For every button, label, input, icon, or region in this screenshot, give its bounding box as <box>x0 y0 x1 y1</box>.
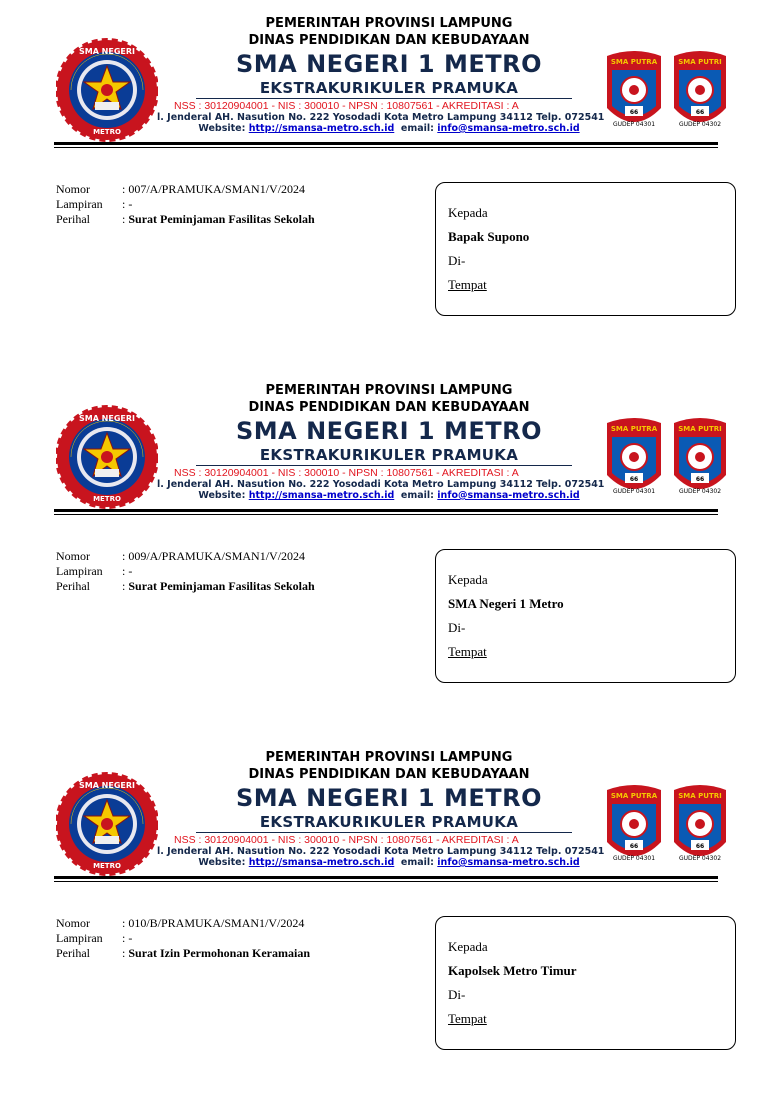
lampiran-value: : - <box>122 931 133 945</box>
school-identifiers: NSS : 30120904001 - NIS : 300010 - NPSN : 10807561 - AKREDITASI : A <box>174 834 519 846</box>
tempat-label: Tempat <box>448 644 487 659</box>
di-label: Di- <box>448 620 466 635</box>
header-government: PEMERINTAH PROVINSI LAMPUNG <box>265 383 513 398</box>
header-government: PEMERINTAH PROVINSI LAMPUNG <box>265 750 513 765</box>
extracurricular-name: EKSTRAKURIKULER PRAMUKA <box>259 79 519 97</box>
svg-text:66: 66 <box>629 843 639 850</box>
header-divider-thick <box>54 876 718 879</box>
svg-text:66: 66 <box>695 109 705 116</box>
header-department: DINAS PENDIDIKAN DAN KEBUDAYAAN <box>248 400 530 415</box>
extracurricular-name: EKSTRAKURIKULER PRAMUKA <box>259 446 519 464</box>
website-label: Website: <box>198 857 246 868</box>
header-government: PEMERINTAH PROVINSI LAMPUNG <box>265 16 513 31</box>
lampiran-value: : - <box>122 564 133 578</box>
nomor-value: : 007/A/PRAMUKA/SMAN1/V/2024 <box>122 182 306 196</box>
svg-text:METRO: METRO <box>93 495 121 503</box>
svg-text:GUDEP 04301: GUDEP 04301 <box>612 488 656 495</box>
di-label: Di- <box>448 253 466 268</box>
di-label: Di- <box>448 987 466 1002</box>
svg-text:66: 66 <box>629 109 639 116</box>
recipient-name: Bapak Supono <box>448 229 530 244</box>
header-divider-thin <box>54 147 718 148</box>
svg-text:66: 66 <box>695 843 705 850</box>
svg-text:SMA NEGERI: SMA NEGERI <box>78 781 136 790</box>
website-link[interactable]: http://smansa-metro.sch.id <box>248 123 395 134</box>
nomor-value: : 009/A/PRAMUKA/SMAN1/V/2024 <box>122 549 306 563</box>
svg-text:SMA PUTRA: SMA PUTRA <box>610 58 658 66</box>
letter-section <box>0 0 768 367</box>
header-divider-thin <box>54 881 718 882</box>
website-label: Website: <box>198 490 246 501</box>
svg-text:SMA NEGERI: SMA NEGERI <box>78 47 136 56</box>
header-department: DINAS PENDIDIKAN DAN KEBUDAYAAN <box>248 767 530 782</box>
website-link[interactable]: http://smansa-metro.sch.id <box>248 490 395 501</box>
pramuka-gudep-putra-badge-icon <box>603 417 665 499</box>
tempat-label: Tempat <box>448 277 487 292</box>
perihal-text: Surat Peminjaman Fasilitas Sekolah <box>128 212 315 226</box>
letter-section <box>0 734 768 1101</box>
svg-text:GUDEP 04302: GUDEP 04302 <box>678 488 722 495</box>
extracurricular-name: EKSTRAKURIKULER PRAMUKA <box>259 813 519 831</box>
subtitle-underline <box>196 98 572 99</box>
lampiran-label: Lampiran <box>56 931 103 945</box>
email-label: email: <box>400 123 434 134</box>
lampiran-value: : - <box>122 197 133 211</box>
pramuka-gudep-putra-badge-icon <box>603 784 665 866</box>
recipient-name: SMA Negeri 1 Metro <box>448 596 564 611</box>
svg-text:GUDEP 04301: GUDEP 04301 <box>612 121 656 128</box>
nomor-label: Nomor <box>56 182 90 196</box>
perihal-value: : Surat Izin Permohonan Keramaian <box>122 946 311 960</box>
nomor-value: : 010/B/PRAMUKA/SMAN1/V/2024 <box>122 916 305 930</box>
subtitle-underline <box>196 832 572 833</box>
perihal-text: Surat Peminjaman Fasilitas Sekolah <box>128 579 315 593</box>
email-link[interactable]: info@smansa-metro.sch.id <box>437 123 580 134</box>
nomor-label: Nomor <box>56 549 90 563</box>
email-link[interactable]: info@smansa-metro.sch.id <box>437 490 580 501</box>
svg-text:SMA PUTRI: SMA PUTRI <box>678 58 722 66</box>
recipient-box <box>435 549 736 683</box>
svg-text:METRO: METRO <box>93 128 121 136</box>
tempat-label: Tempat <box>448 1011 487 1026</box>
pramuka-gudep-putra-badge-icon <box>603 50 665 132</box>
perihal-label: Perihal <box>56 946 90 960</box>
recipient-box <box>435 182 736 316</box>
school-name: SMA NEGERI 1 METRO <box>235 417 543 445</box>
lampiran-label: Lampiran <box>56 197 103 211</box>
email-link[interactable]: info@smansa-metro.sch.id <box>437 857 580 868</box>
svg-text:SMA PUTRA: SMA PUTRA <box>610 792 658 800</box>
svg-text:GUDEP 04302: GUDEP 04302 <box>678 855 722 862</box>
email-label: email: <box>400 857 434 868</box>
school-name: SMA NEGERI 1 METRO <box>235 784 543 812</box>
subtitle-underline <box>196 465 572 466</box>
website-label: Website: <box>198 123 246 134</box>
svg-text:GUDEP 04301: GUDEP 04301 <box>612 855 656 862</box>
header-divider-thin <box>54 514 718 515</box>
perihal-label: Perihal <box>56 212 90 226</box>
school-address: l. Jenderal AH. Nasution No. 222 Yosodadi Kota Metro Lampung 34112 Telp. 072541 <box>157 112 605 123</box>
kepada-label: Kepada <box>448 205 488 220</box>
svg-text:SMA PUTRI: SMA PUTRI <box>678 425 722 433</box>
lampiran-label: Lampiran <box>56 564 103 578</box>
school-name: SMA NEGERI 1 METRO <box>235 50 543 78</box>
school-identifiers: NSS : 30120904001 - NIS : 300010 - NPSN : 10807561 - AKREDITASI : A <box>174 100 519 112</box>
website-link[interactable]: http://smansa-metro.sch.id <box>248 857 395 868</box>
pramuka-gudep-putri-badge-icon <box>670 50 730 132</box>
kepada-label: Kepada <box>448 572 488 587</box>
svg-text:66: 66 <box>695 476 705 483</box>
svg-text:SMA PUTRI: SMA PUTRI <box>678 792 722 800</box>
school-identifiers: NSS : 30120904001 - NIS : 300010 - NPSN : 10807561 - AKREDITASI : A <box>174 467 519 479</box>
svg-text:METRO: METRO <box>93 862 121 870</box>
perihal-value: : Surat Peminjaman Fasilitas Sekolah <box>122 212 315 226</box>
school-address: l. Jenderal AH. Nasution No. 222 Yosodadi Kota Metro Lampung 34112 Telp. 072541 <box>157 479 605 490</box>
pramuka-gudep-putri-badge-icon <box>670 417 730 499</box>
school-address: l. Jenderal AH. Nasution No. 222 Yosodadi Kota Metro Lampung 34112 Telp. 072541 <box>157 846 605 857</box>
email-label: email: <box>400 490 434 501</box>
svg-text:SMA NEGERI: SMA NEGERI <box>78 414 136 423</box>
header-divider-thick <box>54 509 718 512</box>
svg-text:SMA PUTRA: SMA PUTRA <box>610 425 658 433</box>
perihal-text: Surat Izin Permohonan Keramaian <box>128 946 311 960</box>
perihal-value: : Surat Peminjaman Fasilitas Sekolah <box>122 579 315 593</box>
nomor-label: Nomor <box>56 916 90 930</box>
recipient-box <box>435 916 736 1050</box>
svg-text:GUDEP 04302: GUDEP 04302 <box>678 121 722 128</box>
svg-text:66: 66 <box>629 476 639 483</box>
letter-section <box>0 367 768 734</box>
recipient-name: Kapolsek Metro Timur <box>448 963 577 978</box>
header-divider-thick <box>54 142 718 145</box>
perihal-label: Perihal <box>56 579 90 593</box>
pramuka-gudep-putri-badge-icon <box>670 784 730 866</box>
header-department: DINAS PENDIDIKAN DAN KEBUDAYAAN <box>248 33 530 48</box>
kepada-label: Kepada <box>448 939 488 954</box>
